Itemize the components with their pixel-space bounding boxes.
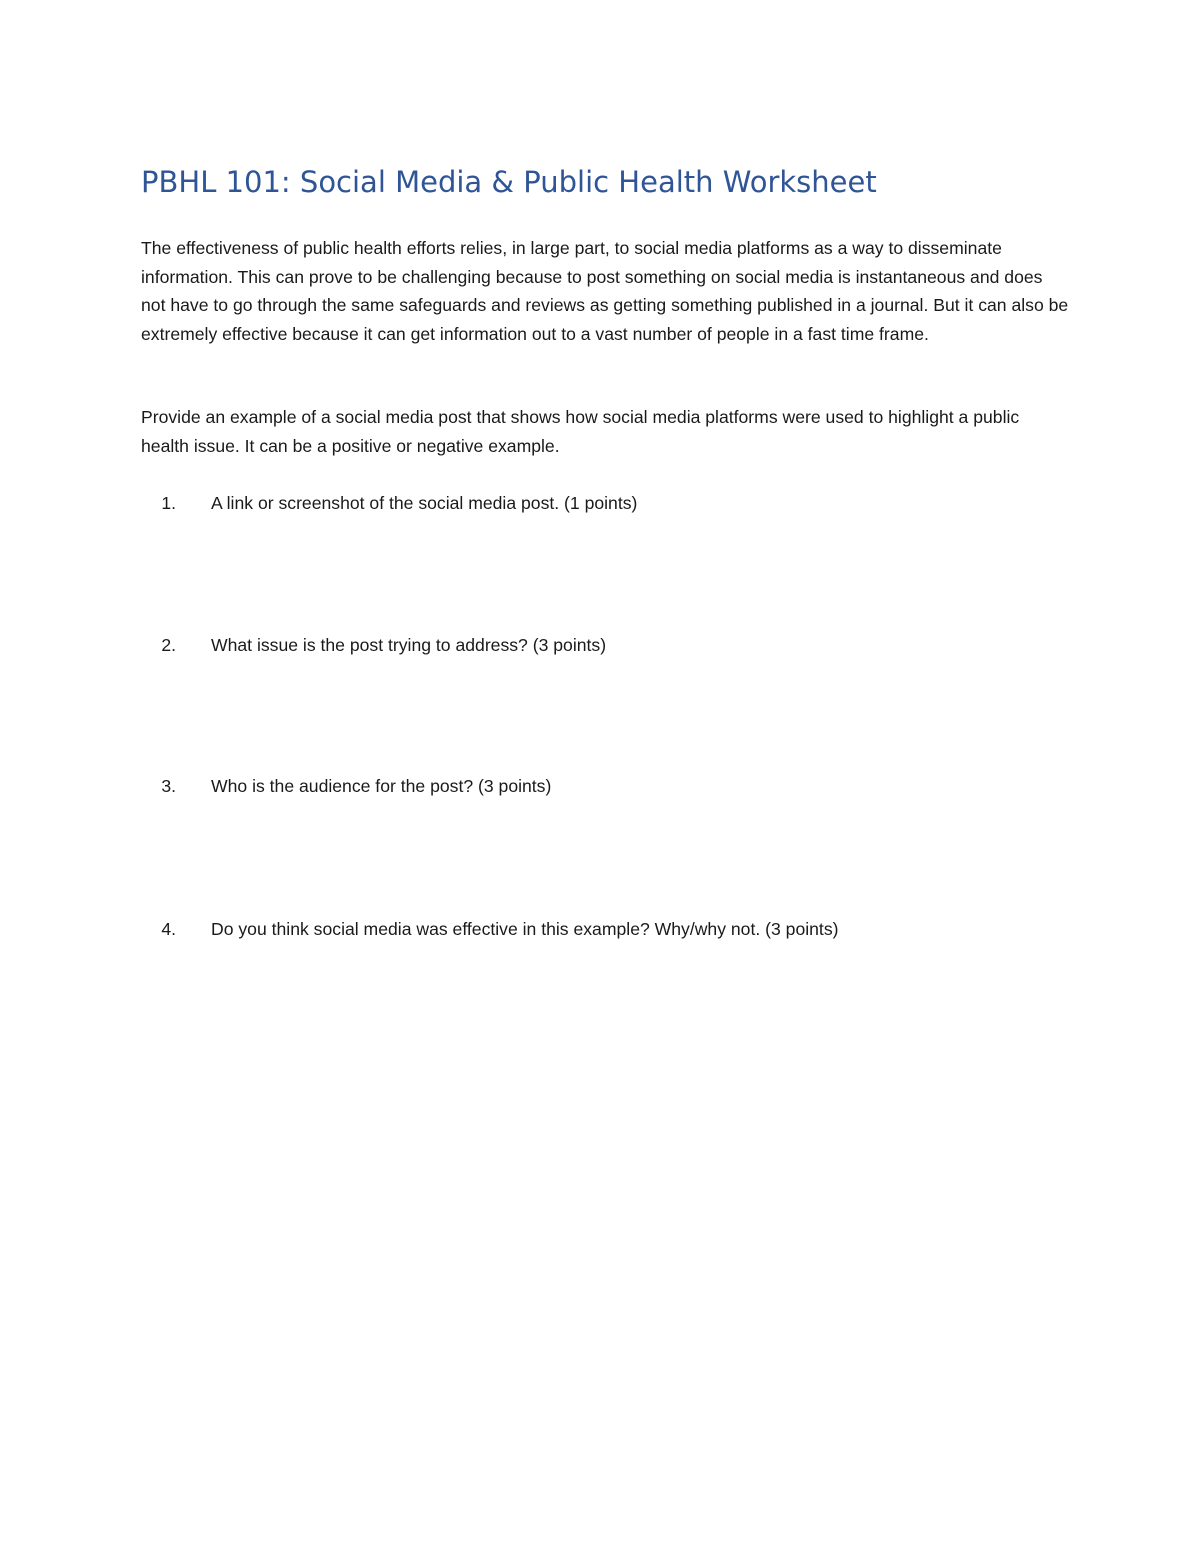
question-item-2 (141, 631, 1071, 660)
question-text: Who is the audience for the post? (3 points) (211, 776, 552, 796)
prompt-paragraph: Provide an example of a social media post that shows how social media platforms were used to highlight a public health issue. It can be a positive or negative example. (141, 407, 1020, 456)
question-item-1 (141, 489, 1071, 518)
intro-paragraph: The effectiveness of public health efforts relies, in large part, to social media platforms as a way to disseminate information. This can prove to be challenging because to post something on social media is instantaneous and does not have to go through the same safeguards and reviews as getting something published in a journal. But it can also be extremely effective because it can get information out to a vast number of people in a fast time frame. (141, 238, 1069, 344)
question-number: 2. (161, 635, 176, 655)
document-title: PBHL 101: Social Media & Public Health Worksheet (141, 165, 877, 199)
question-number: 1. (161, 493, 176, 513)
question-text: What issue is the post trying to address? (3 points) (211, 635, 607, 655)
question-text: Do you think social media was effective in this example? Why/why not. (3 points) (211, 919, 839, 939)
question-text: A link or screenshot of the social media post. (1 points) (211, 493, 638, 513)
question-number: 3. (161, 776, 176, 796)
question-item-3 (141, 772, 1071, 801)
question-item-4 (141, 915, 1071, 944)
question-number: 4. (161, 919, 176, 939)
